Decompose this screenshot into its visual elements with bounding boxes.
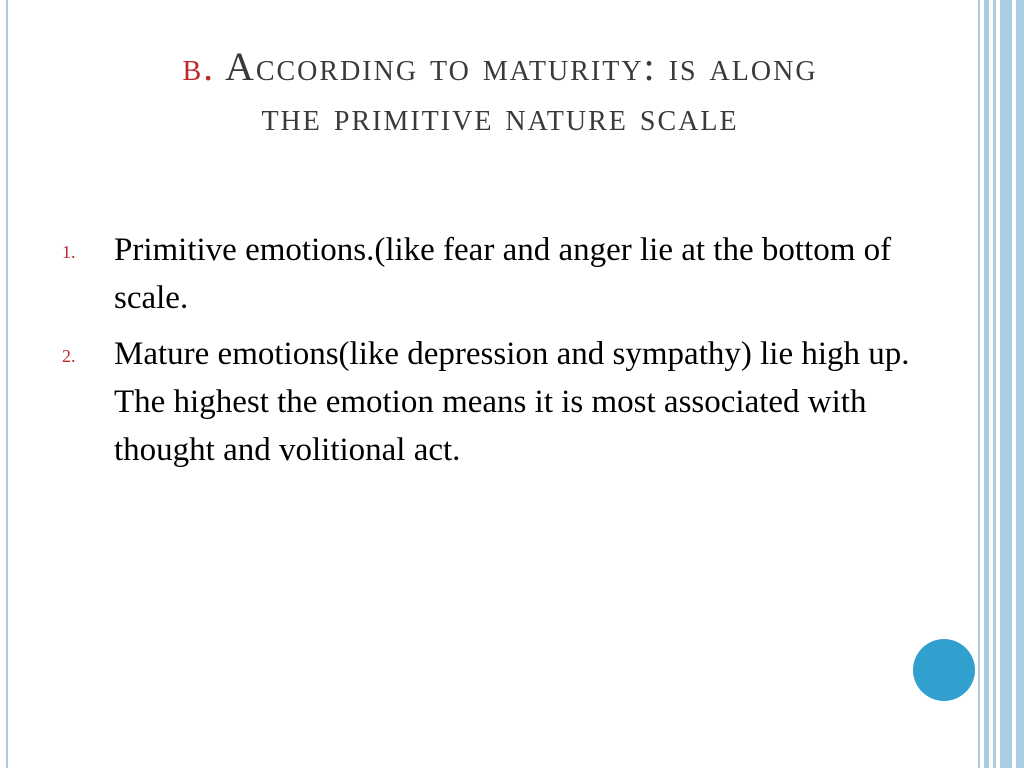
- slide-title: [60, 42, 940, 142]
- item-text: Mature emotions(like depression and sympathy) lie high up. The highest the emotion means it is most associated with thought and volitional act.: [114, 336, 910, 468]
- title-line-2: the primitive nature scale: [261, 94, 739, 139]
- title-prefix: b.: [182, 44, 216, 89]
- stripe: [1000, 0, 1012, 768]
- bullet-list: [62, 226, 912, 482]
- item-text: Primitive emotions.(like fear and anger lie at the bottom of scale.: [114, 232, 892, 316]
- stripe: [978, 0, 980, 768]
- item-number: 1.: [62, 242, 76, 262]
- list-item: [62, 226, 912, 322]
- decorative-circle: [913, 639, 975, 701]
- title-line-1: According to maturity: is along: [224, 44, 818, 89]
- stripe: [993, 0, 996, 768]
- stripe: [984, 0, 989, 768]
- item-number: 2.: [62, 346, 76, 366]
- list-item: [62, 330, 912, 474]
- right-decorative-stripes: [978, 0, 1024, 768]
- stripe: [1016, 0, 1024, 768]
- left-border-line: [6, 0, 8, 768]
